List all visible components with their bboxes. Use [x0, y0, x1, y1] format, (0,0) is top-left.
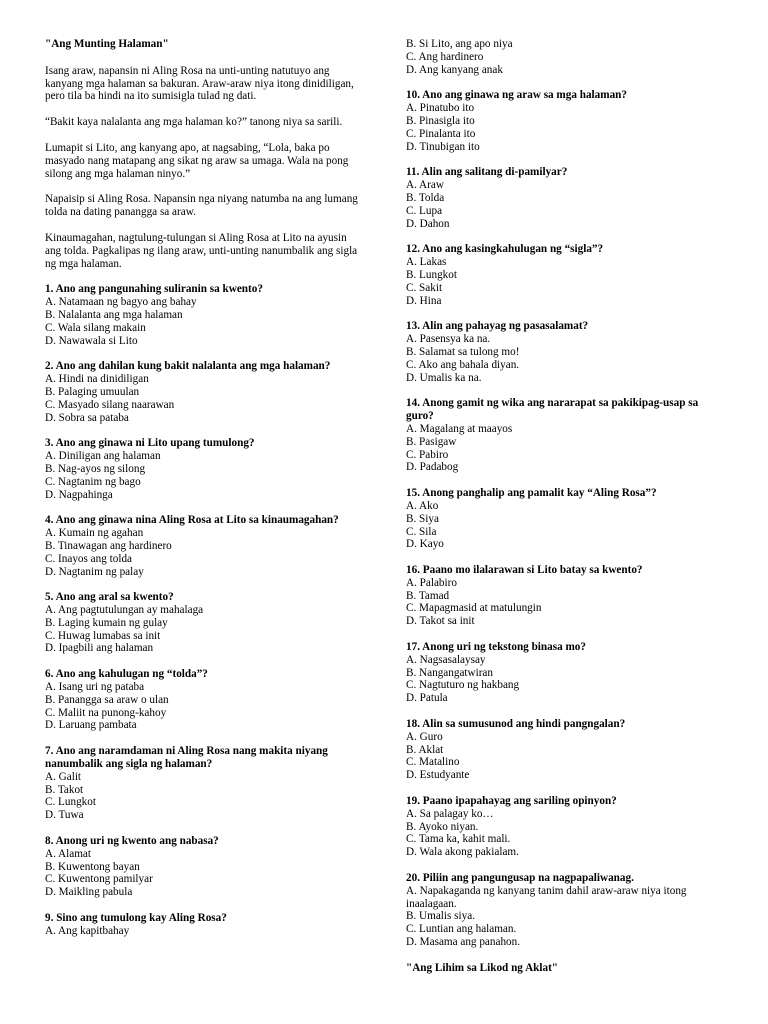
question-text: 12. Ano ang kasingkahulugan ng “sigla”? — [406, 243, 604, 256]
option-c: C. Huwag lumabas sa init — [45, 629, 161, 642]
option-b: B. Takot — [45, 783, 84, 796]
option-a: A. Pasensya ka na. — [406, 333, 491, 346]
option-b: B. Lungkot — [406, 268, 457, 281]
option-d: D. Tuwa — [45, 809, 84, 822]
question-18 — [406, 718, 724, 782]
option-b: B. Palaging umuulan — [45, 385, 140, 398]
option-a: A. Natamaan ng bagyo ang bahay — [45, 296, 197, 309]
question-text: 8. Anong uri ng kwento ang nabasa? — [45, 835, 219, 848]
option-a: A. Ako — [406, 499, 439, 512]
story-paragraph: Kinaumagahan, nagtulung-tulungan si Aling Rosa at Lito na ayusin ang tolda. Pagkalipas ng ilang araw, unti-unting nanumbalik ang sigla ng mga halaman. — [45, 231, 358, 270]
left-column — [45, 38, 363, 951]
question-9-continued — [406, 38, 724, 76]
option-b: B. Nalalanta ang mga halaman — [45, 308, 183, 321]
option-a: A. Isang uri ng pataba — [45, 681, 145, 694]
question-text: 17. Anong uri ng tekstong binasa mo? — [406, 641, 586, 654]
story-paragraph: “Bakit kaya nalalanta ang mga halaman ko?” tanong niya sa sarili. — [45, 116, 343, 129]
question-text: 11. Alin ang salitang di-pamilyar? — [406, 166, 568, 179]
option-c: C. Maliit na punong-kahoy — [45, 706, 167, 719]
option-c: C. Sila — [406, 525, 437, 538]
option-b: B. Salamat sa tulong mo! — [406, 345, 520, 358]
option-b: B. Laging kumain ng gulay — [45, 616, 168, 629]
question-3 — [45, 437, 363, 501]
option-b: B. Si Lito, ang apo niya — [406, 38, 513, 50]
option-c: C. Lungkot — [45, 796, 96, 809]
question-14 — [406, 397, 724, 474]
question-7 — [45, 745, 363, 822]
option-c: C. Nagtanim ng bago — [45, 475, 141, 488]
option-b: B. Panangga sa araw o ulan — [45, 693, 169, 706]
option-c: C. Luntian ang halaman. — [406, 923, 517, 936]
option-d: D. Wala akong pakialam. — [406, 846, 519, 859]
option-b: B. Pasigaw — [406, 435, 457, 448]
question-text: 9. Sino ang tumulong kay Aling Rosa? — [45, 912, 227, 925]
option-c: C. Mapagmasid at matulungin — [406, 602, 542, 615]
option-d: D. Padabog — [406, 461, 459, 474]
option-b: B. Pinasigla ito — [406, 114, 475, 127]
option-c: C. Masyado silang naarawan — [45, 398, 175, 411]
option-a: A. Ang pagtutulungan ay mahalaga — [45, 604, 204, 617]
option-d: D. Laruang pambata — [45, 719, 137, 732]
option-a: A. Magalang at maayos — [406, 422, 513, 435]
question-text: 13. Alin ang pahayag ng pasasalamat? — [406, 320, 589, 333]
question-2 — [45, 360, 363, 424]
option-c: C. Sakit — [406, 281, 443, 294]
story-paragraph: Isang araw, napansin ni Aling Rosa na unti-unting natutuyo ang kanyang mga halaman sa bakuran. Araw-araw niya itong dinidiligan, pero tila ba hindi na ito sumisigla tulad ng dati. — [45, 64, 354, 103]
question-13 — [406, 320, 724, 384]
option-b: B. Tolda — [406, 191, 445, 204]
question-text: 3. Ano ang ginawa ni Lito upang tumulong? — [45, 437, 255, 450]
option-b: B. Nag-ayos ng silong — [45, 462, 146, 475]
question-16 — [406, 564, 724, 628]
question-17 — [406, 641, 724, 705]
option-d: D. Patula — [406, 692, 448, 705]
question-19 — [406, 795, 724, 859]
option-c: C. Ang hardinero — [406, 50, 484, 63]
option-d: D. Maikling pabula — [45, 886, 133, 899]
option-a: A. Araw — [406, 179, 444, 192]
question-text: 4. Ano ang ginawa nina Aling Rosa at Lito sa kinaumagahan? — [45, 514, 339, 527]
question-text: 6. Ano ang kahulugan ng “tolda”? — [45, 668, 208, 681]
option-a: A. Nagsasalaysay — [406, 653, 486, 666]
option-a: A. Kumain ng agahan — [45, 527, 144, 540]
option-b: B. Ayoko niyan. — [406, 820, 479, 833]
question-text: 18. Alin sa sumusunod ang hindi pangngalan? — [406, 718, 626, 731]
option-a: A. Palabiro — [406, 576, 457, 589]
question-text: 7. Ano ang naramdaman ni Aling Rosa nang makita niyang nanumbalik ang sigla ng halaman? — [45, 745, 328, 771]
option-a: A. Hindi na dinidiligan — [45, 373, 149, 386]
option-c: C. Kuwentong pamilyar — [45, 873, 153, 886]
option-a: A. Pinatubo ito — [406, 102, 475, 115]
question-6 — [45, 668, 363, 732]
option-a: A. Guro — [406, 730, 443, 743]
question-12 — [406, 243, 724, 307]
option-d: D. Nagtanim ng palay — [45, 565, 144, 578]
option-c: C. Nagtuturo ng hakbang — [406, 679, 520, 692]
story-title: "Ang Munting Halaman" — [45, 38, 169, 50]
question-20 — [406, 872, 724, 949]
right-column — [406, 38, 724, 975]
option-c: C. Ako ang bahala diyan. — [406, 358, 520, 371]
option-d: D. Nagpahinga — [45, 488, 113, 501]
question-text: 14. Anong gamit ng wika ang nararapat sa pakikipag-usap sa guro? — [406, 397, 699, 423]
option-a: A. Diniligan ang halaman — [45, 450, 161, 463]
option-c: C. Wala silang makain — [45, 321, 146, 334]
option-b: B. Umalis siya. — [406, 910, 475, 923]
question-11 — [406, 166, 724, 230]
question-9-start — [45, 912, 363, 938]
option-d: D. Takot sa init — [406, 615, 475, 628]
question-15 — [406, 487, 724, 551]
question-text: 19. Paano ipapahayag ang sariling opinyon? — [406, 795, 617, 808]
next-story-title: "Ang Lihim sa Likod ng Aklat" — [406, 961, 559, 974]
question-text: 1. Ano ang pangunahing suliranin sa kwento? — [45, 283, 263, 296]
option-b: B. Siya — [406, 512, 439, 525]
option-d: D. Masama ang panahon. — [406, 936, 521, 949]
option-c: C. Inayos ang tolda — [45, 552, 132, 565]
option-d: D. Hina — [406, 294, 442, 307]
option-d: D. Sobra sa pataba — [45, 411, 129, 424]
option-d: D. Kayo — [406, 538, 444, 551]
option-b: B. Tinawagan ang hardinero — [45, 539, 172, 552]
option-c: C. Matalino — [406, 756, 460, 769]
question-text: 2. Ano ang dahilan kung bakit nalalanta ang mga halaman? — [45, 360, 331, 373]
option-d: D. Tinubigan ito — [406, 140, 480, 153]
question-1 — [45, 283, 363, 347]
option-d: D. Dahon — [406, 217, 450, 230]
option-c: C. Pabiro — [406, 448, 449, 461]
option-d: D. Ang kanyang anak — [406, 63, 503, 76]
option-a: A. Ang kapitbahay — [45, 924, 130, 937]
question-text: 15. Anong panghalip ang pamalit kay “Aling Rosa”? — [406, 487, 657, 500]
option-a: A. Sa palagay ko… — [406, 807, 494, 820]
option-b: B. Tamad — [406, 589, 450, 602]
option-d: D. Ipagbili ang halaman — [45, 642, 154, 655]
option-b: B. Nangangatwiran — [406, 666, 493, 679]
question-8 — [45, 835, 363, 899]
question-5 — [45, 591, 363, 655]
question-4 — [45, 514, 363, 578]
question-text: 20. Piliin ang pangungusap na nagpapaliwanag. — [406, 872, 634, 885]
question-text: 5. Ano ang aral sa kwento? — [45, 591, 174, 604]
option-c: C. Pinalanta ito — [406, 127, 476, 140]
question-text: 16. Paano mo ilalarawan si Lito batay sa kwento? — [406, 564, 643, 577]
question-text: 10. Ano ang ginawa ng araw sa mga halaman? — [406, 89, 627, 102]
story-paragraph: Napaisip si Aling Rosa. Napansin nga niyang natumba na ang lumang tolda na dating panangga sa araw. — [45, 193, 358, 219]
option-a: A. Alamat — [45, 847, 91, 860]
story-paragraph: Lumapit si Lito, ang kanyang apo, at nagsabing, “Lola, baka po masyado nang matapang ang sikat ng araw sa umaga. Wala na pong silong ang mga halaman ninyo.” — [45, 141, 349, 180]
option-b: B. Kuwentong bayan — [45, 860, 140, 873]
option-a: A. Galit — [45, 770, 82, 783]
option-a: A. Napakaganda ng kanyang tanim dahil araw-araw niya itong inaalagaan. — [406, 884, 687, 910]
option-d: D. Umalis ka na. — [406, 371, 482, 384]
option-d: D. Nawawala si Lito — [45, 334, 138, 347]
option-d: D. Estudyante — [406, 769, 470, 782]
option-c: C. Lupa — [406, 204, 443, 217]
question-10 — [406, 89, 724, 153]
option-b: B. Aklat — [406, 743, 444, 756]
option-a: A. Lakas — [406, 256, 447, 269]
option-c: C. Tama ka, kahit mali. — [406, 833, 511, 846]
